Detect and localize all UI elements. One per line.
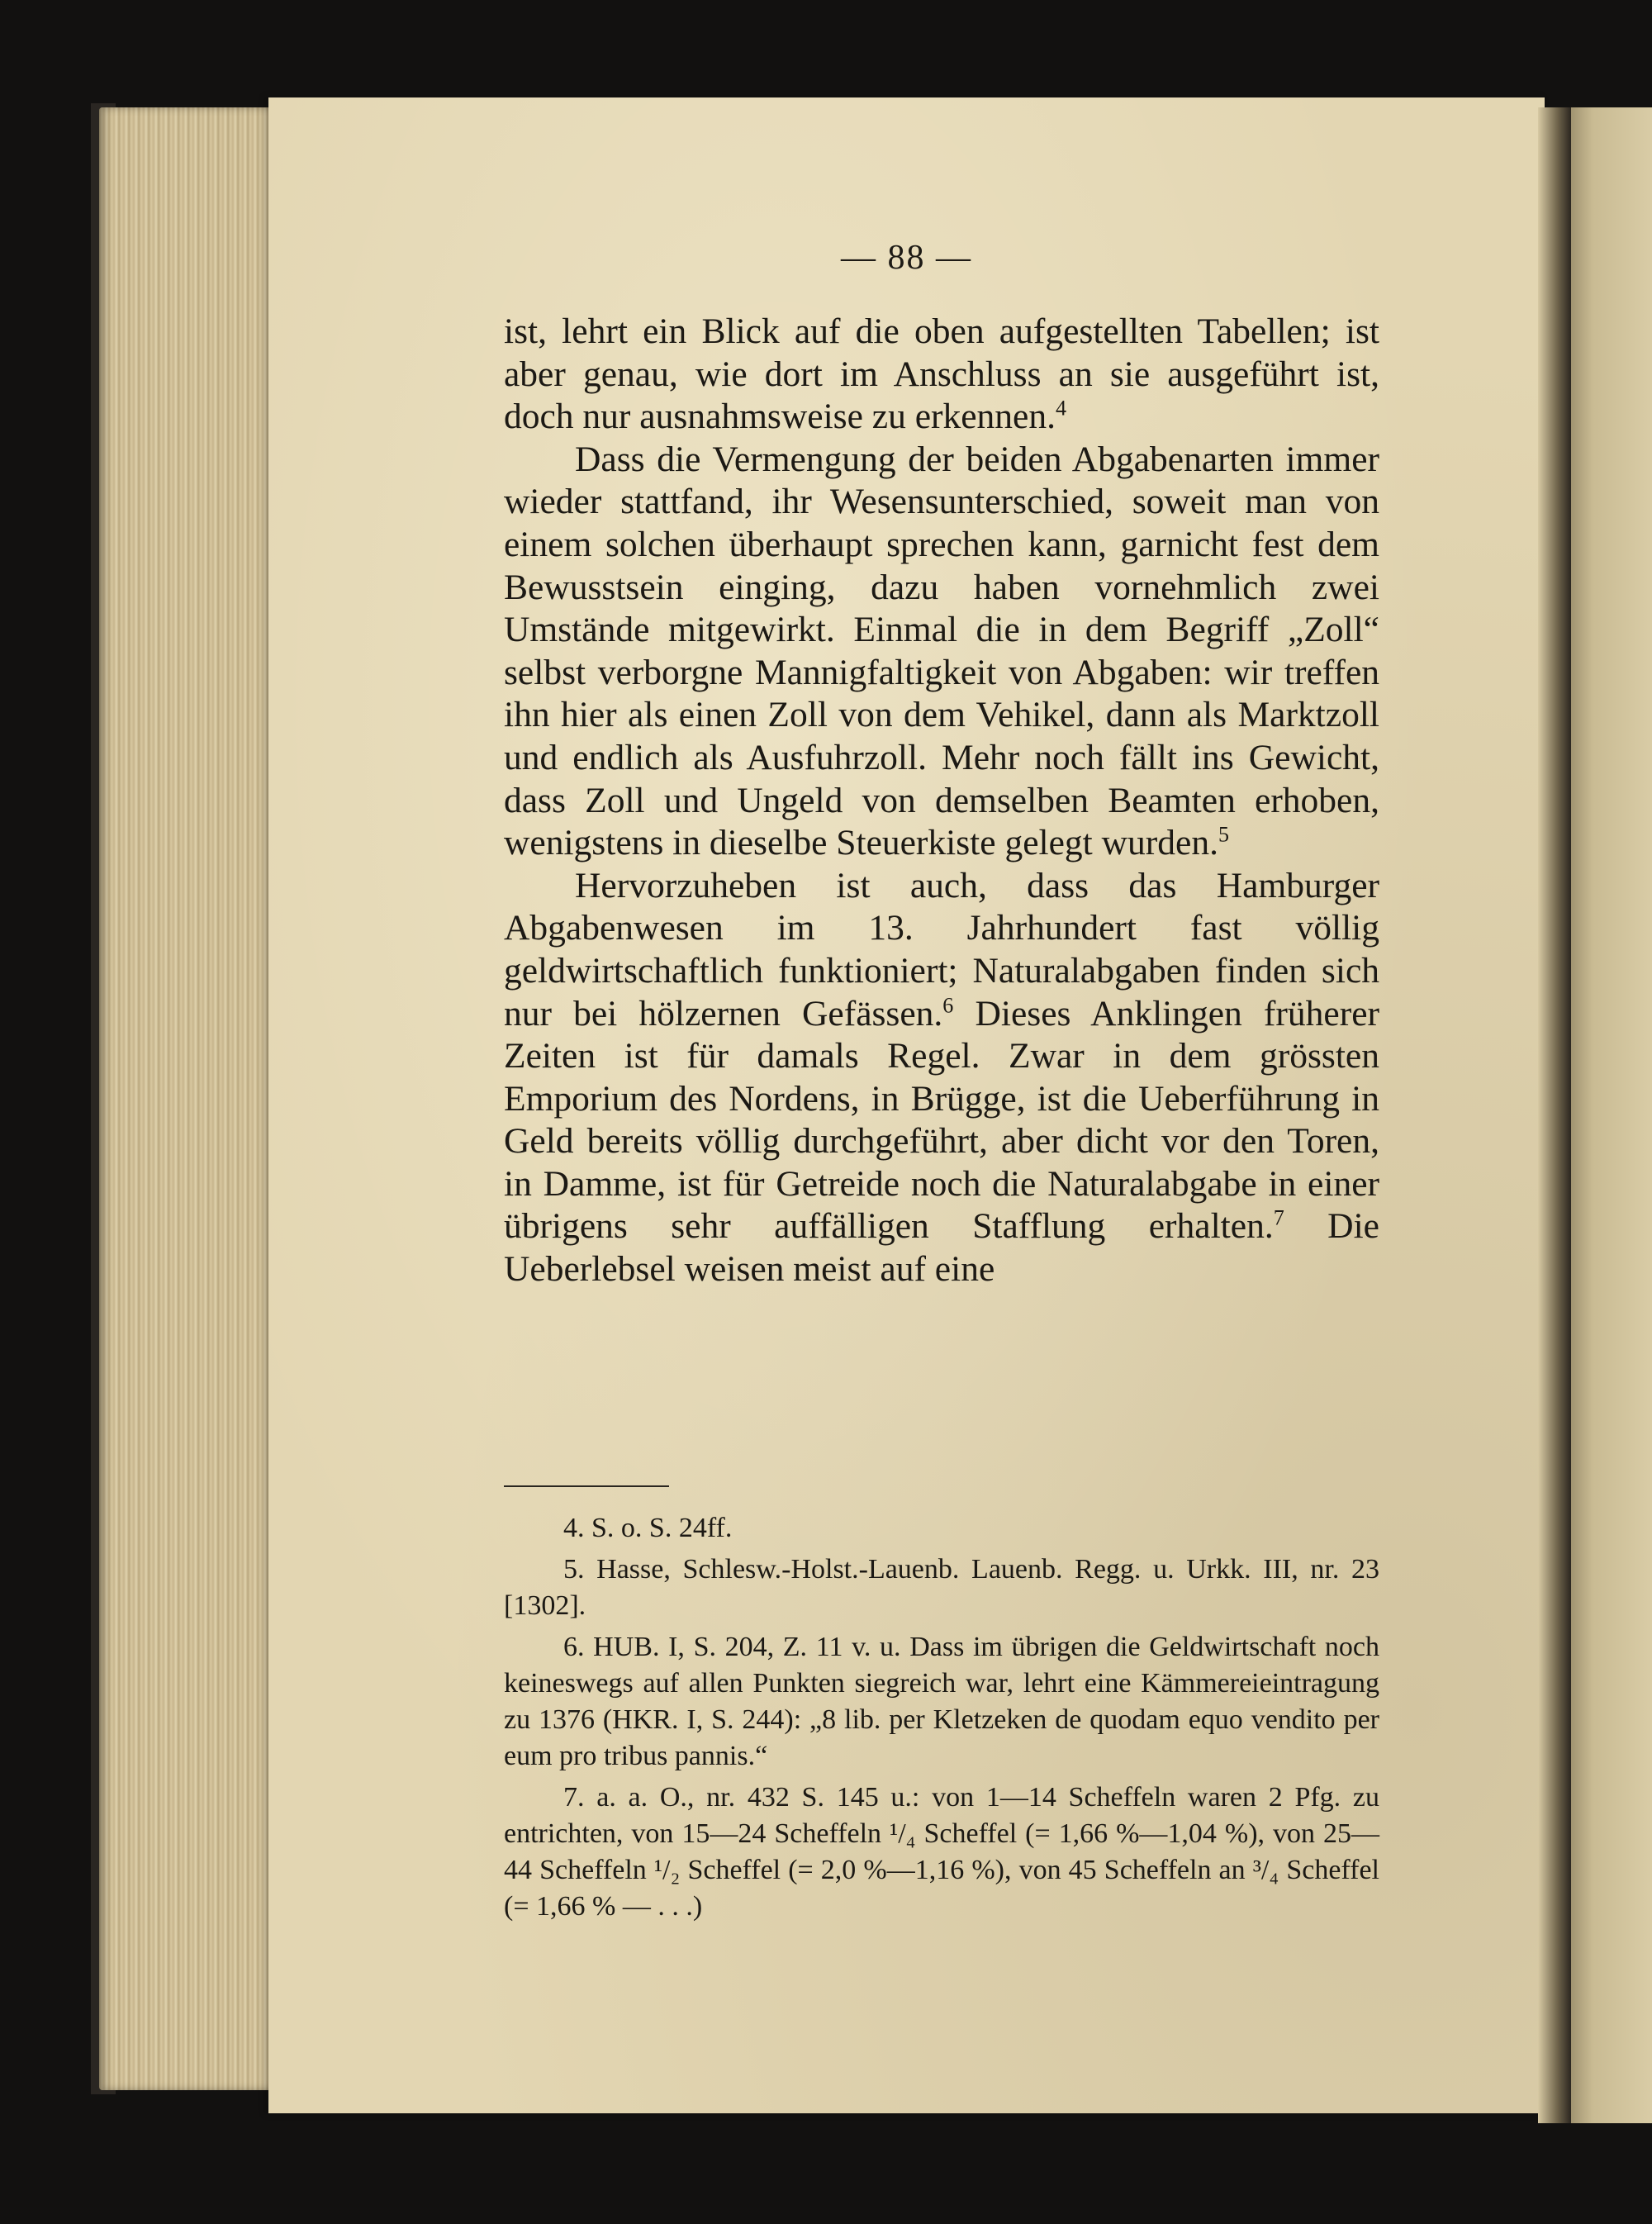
footnotes	[504, 1510, 1379, 1930]
page-number: — 88 —	[841, 239, 972, 277]
page-gutter	[1538, 107, 1571, 2123]
footnote-6: 6. HUB. I, S. 204, Z. 11 v. u. Dass im übrigen die Geldwirtschaft noch keineswegs auf allen Punkten siegreich war, lehrt eine Kämmereieintragung zu 1376 (HKR. I, S. 244): „8 lib. per Kletzeken de quodam equo vendito per eum pro tribus pannis.“	[504, 1632, 1379, 1771]
footnote-5: 5. Hasse, Schlesw.-Holst.-Lauenb. Lauenb. Regg. u. Urkk. III, nr. 23 [1302].	[504, 1554, 1379, 1621]
body-text	[504, 311, 1379, 1291]
paragraph-3-text-c: Die Ueberlebsel weisen meist auf eine	[504, 1206, 1379, 1290]
footnote-7: 7. a. a. O., nr. 432 S. 145 u.: von 1—14 Scheffeln waren 2 Pfg. zu entrichten, von 15—24 Scheffeln ¹/₄ Scheffel (= 1,66 %—1,04 %), von 25—44 Scheffeln ¹/₂ Scheffel (= 2,0 %—1,16 %), von 45 Scheffeln an ³/₄ Scheffel (= 1,66 % — . . .)	[504, 1782, 1379, 1922]
paragraph-1-text: ist, lehrt ein Blick auf die oben aufgestellten Tabellen; ist aber genau, wie dort im Anschluss an sie ausgeführt ist, doch nur ausnahmsweise zu erkennen.	[504, 311, 1379, 437]
footnote-divider	[504, 1485, 669, 1487]
paragraph-1	[504, 311, 1379, 439]
facing-page	[1561, 107, 1652, 2123]
paragraph-2	[504, 439, 1379, 865]
book-page	[268, 97, 1545, 2113]
footnote-ref-5: 5	[1218, 822, 1229, 847]
paragraph-2-text: Dass die Vermengung der beiden Abgabenarten immer wieder stattfand, ihr Wesensunterschied, soweit man von einem solchen überhaupt sprechen kann, garnicht fest dem Bewusstsein einging, dazu haben vornehmlich zwei Umstände mitgewirkt. Einmal die in dem Begriff „Zoll“ selbst verborgne Mannigfaltigkeit von Abgaben: wir treffen ihn hier als einen Zoll von dem Vehikel, dann als Marktzoll und endlich als Ausfuhrzoll. Mehr noch fällt ins Gewicht, dass Zoll und Ungeld von demselben Beamten erhoben, wenigstens in dieselbe Steuerkiste gelegt wurden.	[504, 439, 1379, 863]
page-stack-edges	[99, 107, 277, 2090]
paragraph-3	[504, 865, 1379, 1291]
footnote-ref-6: 6	[942, 993, 954, 1017]
footnote-ref-7: 7	[1273, 1205, 1284, 1230]
footnote-4: 4. S. o. S. 24ff.	[563, 1513, 733, 1543]
paragraph-3-text-a: Hervorzuheben ist auch, dass das Hamburger Abgabenwesen im 13. Jahrhundert fast völlig geldwirtschaftlich funktioniert; Naturalabgaben finden sich nur bei hölzernen Gefässen.	[504, 865, 1379, 1034]
footnote-ref-4: 4	[1055, 396, 1067, 421]
paragraph-3-text-b: Dieses Anklingen früherer Zeiten ist für damals Regel. Zwar in dem grössten Emporium des Nordens, in Brügge, ist die Ueberführung in Geld bereits völlig durchgeführt, aber dicht vor den Toren, in Damme, ist für Getreide noch die Naturalabgabe in einer übrigens sehr auffälligen Stafflung erhalten.	[504, 993, 1379, 1247]
